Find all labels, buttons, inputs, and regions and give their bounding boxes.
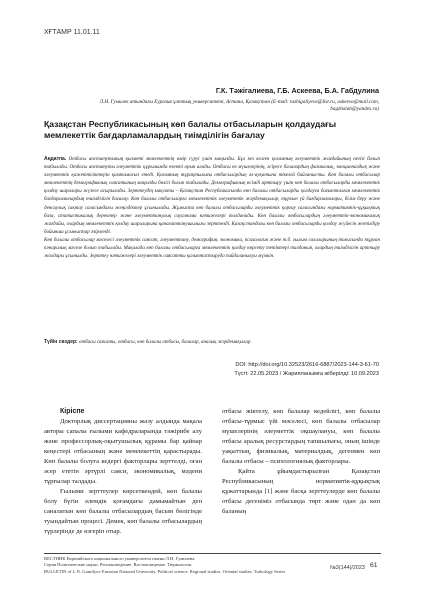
left-column [44,407,202,537]
abstract-text-2: Көп балалы отбасылар мәселесі әлеуметтік саясат, әлеуметтану, демография, экономика, психология және т.б. ғылым салаларының тоғысында тұрған пәнаралық мәселе болып табылады. Мақалада көп балалы отбасыларға мемлекеттік қолдау көрсету тетіктері талданып, олардың тиімділігін арттыру жолдары ұсынылды. Зерттеу нәтижелері әлеуметтік саясатты қалыптастыруда пайдаланылуы мүмкін. [44,237,380,260]
right-paragraph-1: отбасы жіктелу, көп балалар кедейлігі, көп балалы отбасы-тұрмыс үйі мәселесі, көп балалы отбасылар мүшелерінің әлеуметтік оқшаулануы, көп балалы отбасы аралық ресурстардың тапшылығы, оның ішінде уақыттың, физикалық, материалдық, дегенмен көп балалы отбасы – психологиялық факторлары. [222,408,380,466]
author-affiliation: Л.Н. Гумилев атындағы Еуразия ұлттық университеті, Астана, Қазақстан (E-mail: tazhigaliyeva@list.ru, askeeva@mail.com, bagzhalab@yandex.ru) [99,99,379,113]
keywords-label: Түйін сөздер: [44,339,78,345]
intro-heading: Кіріспе [60,408,85,415]
article-title: Қазақстан Республикасының көп балалы отбасыларын қолдаудағы мемлекеттік бағдарламалардың тиімділігін бағалау [44,119,337,141]
right-paragraph-2: Қайта ұйымдастырылған Қазақстан Республикасының нормативтік-құқықтық құжаттарында [1] және басқа зерттеулерде көп балалы отбасы дегеніміз отбасында төрт және одан да көп баланың [222,468,380,516]
intro-paragraph-1: Докторлық диссертацияны жазу алдында мақала авторы сапалы ғылыми кафедраларында тәжірибе алу және профессорлық-оқытушылық құрамы бар қайнар кеңестері отбасының және мемлекеттің қарастырады. Көп балалы болуға кедергі факторлары зерттелді, оған әсер ететін әртүрлі саяси, экономикалық, мәдени тұрғылар талдады. [44,418,202,486]
abstract-paragraph-2 [44,237,380,261]
footer-line-2: Серия Политические науки. Регионоведение. Востоковедение. Тюркология. [44,562,193,568]
abstract-block [44,155,380,261]
footer-divider [44,553,381,554]
footer-line-3: BULLETIN of L.N. Gumilyov Eurasian National University. Political science. Regional studies. Oriental studies. Turkology Series [44,568,286,574]
issue-number: №3(144)/2023 [330,565,365,571]
article-authors: Г.К. Тәжігалиева, Г.Б. Аскеева, Б.А. Габдулина [215,86,379,95]
doi-link[interactable]: DOI: http://doi.org/10.32523/2616-6887/2023-144-3-61-70 [235,362,379,368]
journal-footer [44,556,324,575]
keywords-text: отбасы саясаты, отбасы, көп балалы отбасы, балалар, аналық жәрдемақылар. [77,340,252,345]
submission-dates: Түсті: 22.05.2023 / Жарияланымға жіберілді: 10.09.2023 [234,371,379,377]
abstract-text: Отбасы институтының қызметі мемлекеттің өмір сүруі үшін маңызды. Бұл кез келген қоғамның әлеуметтік жағдайының негізі болып табылады. Отбасы институты әлеуметтік құрылымда өзекті орын алады. Отбасы өз мүшелерінің, әсіресе балалардың физикалық, эмоционалдық және әлеуметтік қажеттіліктерін қамтамасыз етеді. Қоғамның тұрақтылығы отбасылардың әл-ауқатына тікелей байланысты. Көп балалы отбасылар мемлекеттің демографиялық саясатының маңызды бөлігі болып табылады. Демографиялық өсімді арттыру үшін көп балалы отбасыларды мемлекеттік қолдау шаралары жүзеге асырылады. Зерттеудің мақсаты – Қазақстан Республикасында көп балалы отбасыларды қолдауға бағытталған мемлекеттік бағдарламалардың тиімділігін бағалау. Көп балалы отбасыларға мемлекеттік әлеуметтік жәрдемақылар, тұрғын үй бағдарламалары, білім беру және денсаулық сақтау саласындағы жеңілдіктер ұсынылады. Жұмыста көп балалы отбасыларды әлеуметтік қорғау саласындағы нормативтік-құқықтық база, статистикалық деректер және әлеуметтанулық сауалнама нәтижелері талданады. Көп балалы отбасылардың әлеуметтік-экономикалық жағдайы, олардың мемлекеттік қолдау шараларына қанағаттанушылығы зерттелді. Қазақстандағы көп балалы отбасыларды қолдау жүйесін жетілдіру бойынша ұсыныстар әзірленді. [44,157,380,235]
keywords-block [44,338,380,347]
right-column [222,407,380,517]
classification-code: ХҒТАМР 11.01.11 [44,29,100,36]
footer-line-1: ВЕСТНИК Евразийского национального университета имени Л.Н. Гумилева. [44,556,196,561]
page-number: 61 [370,562,378,569]
abstract-label: Аңдатпа. [44,156,67,162]
intro-paragraph-2: Ғылыми зерттеулер көрсеткендей, көп балалы болу бүгін әлемдік қоғамдағы дамымайтын деп саналатын көп балалы отбасылардың басым бөлігінде туындайтын процесі. Демек, көп балалы отбасылардың түрлерінде де өзгеріп отыр. [44,488,202,536]
abstract-paragraph-1 [44,155,380,237]
